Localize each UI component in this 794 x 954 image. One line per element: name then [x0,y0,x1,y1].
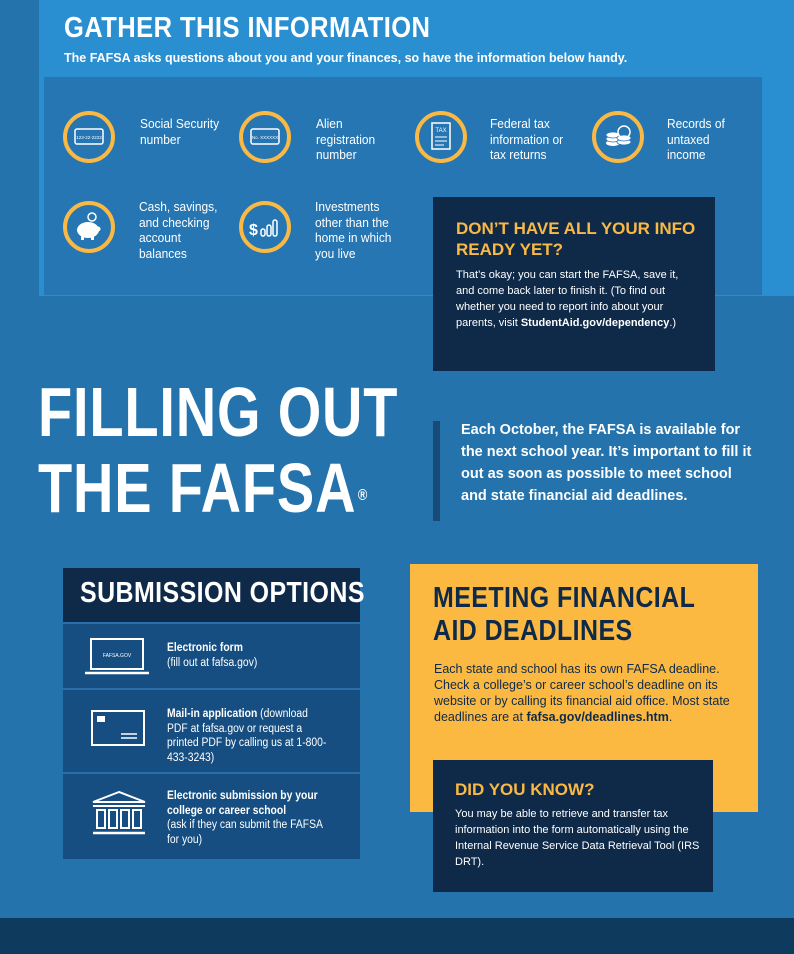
submission-title: SUBMISSION OPTIONS [80,577,365,609]
deadlines-body: Each state and school has its own FAFSA deadline. Check a college’s or career school’s deadline on its website or by calling its financial aid office. Most state deadlines are at fafsa.gov/deadlines.htm. [434,662,730,724]
not-ready-callout [433,197,715,371]
deadlines-link[interactable]: fafsa.gov/deadlines.htm [526,710,669,724]
social-security-card-icon [63,111,115,163]
did-you-know-body: You may be able to retrieve and transfer tax information into the form automatically using the Internal Revenue Service Data Retrieval Tool (IRS DRT). [455,808,700,868]
info-label-ssn: Social Security number [140,116,220,147]
svg-text:$: $ [249,222,258,239]
submission-option-electronic-form [63,622,360,688]
submission-option-text: Electronic submission by your college or career school (ask if they can submit the FAFSA for you) [167,790,323,846]
october-accent-bar [433,421,440,521]
gather-subtitle: The FAFSA asks questions about you and your finances, so have the information below handy. [64,51,628,65]
submission-option-school [63,772,360,859]
envelope-icon [91,710,147,748]
svg-text:TAX: TAX [435,128,447,134]
coins-icon [592,111,644,163]
info-label-account-balances: Cash, savings, and checking account balances [139,199,218,261]
info-label-untaxed-income: Records of untaxed income [667,116,725,162]
did-you-know-title: DID YOU KNOW? [455,780,595,799]
submission-header [63,568,365,622]
callout-title: DON’T HAVE ALL YOUR INFO READY YET? [456,219,696,259]
did-you-know-box [433,760,713,892]
gather-title: GATHER THIS INFORMATION [64,12,431,44]
info-label-alien-registration: Alien registration number [316,116,376,162]
october-text: Each October, the FAFSA is available for the next school year. It’s important to fill it out as soon as possible to meet school and state financial aid deadlines. [461,422,752,504]
investment-chart-icon [239,201,291,253]
filling-out-title: FILLING OUT THE FAFSA ® [38,373,399,527]
bottom-band [0,918,794,954]
info-label-tax: Federal tax information or tax returns [490,116,564,162]
laptop-icon [85,637,149,677]
piggy-bank-icon [63,201,115,253]
deadlines-title: MEETING FINANCIAL AID DEADLINES [433,582,696,647]
submission-option-text: Mail-in application (download PDF at fafsa.gov or request a printed PDF by calling us at 1-800-433-3243) [167,708,327,764]
alien-registration-card-icon [239,111,291,163]
svg-text:No. XXXXXX: No. XXXXXX [251,135,279,140]
school-building-icon [91,790,147,838]
tax-form-icon [415,111,467,163]
svg-text:FAFSA.GOV: FAFSA.GOV [102,653,132,659]
submission-option-text: Electronic form (fill out at fafsa.gov) [167,642,258,669]
callout-body: That’s okay; you can start the FAFSA, save it, and come back later to finish it. (To find out whether you need to report info about your parents, visit StudentAid.gov/dependency.) [456,269,679,329]
dependency-link[interactable]: StudentAid.gov/dependency [520,317,670,329]
submission-options-box [63,568,365,859]
info-label-investments: Investments other than the home in which you live [315,199,392,261]
submission-option-mail-in [63,688,360,772]
svg-text:123-22-2222: 123-22-2222 [76,135,102,140]
